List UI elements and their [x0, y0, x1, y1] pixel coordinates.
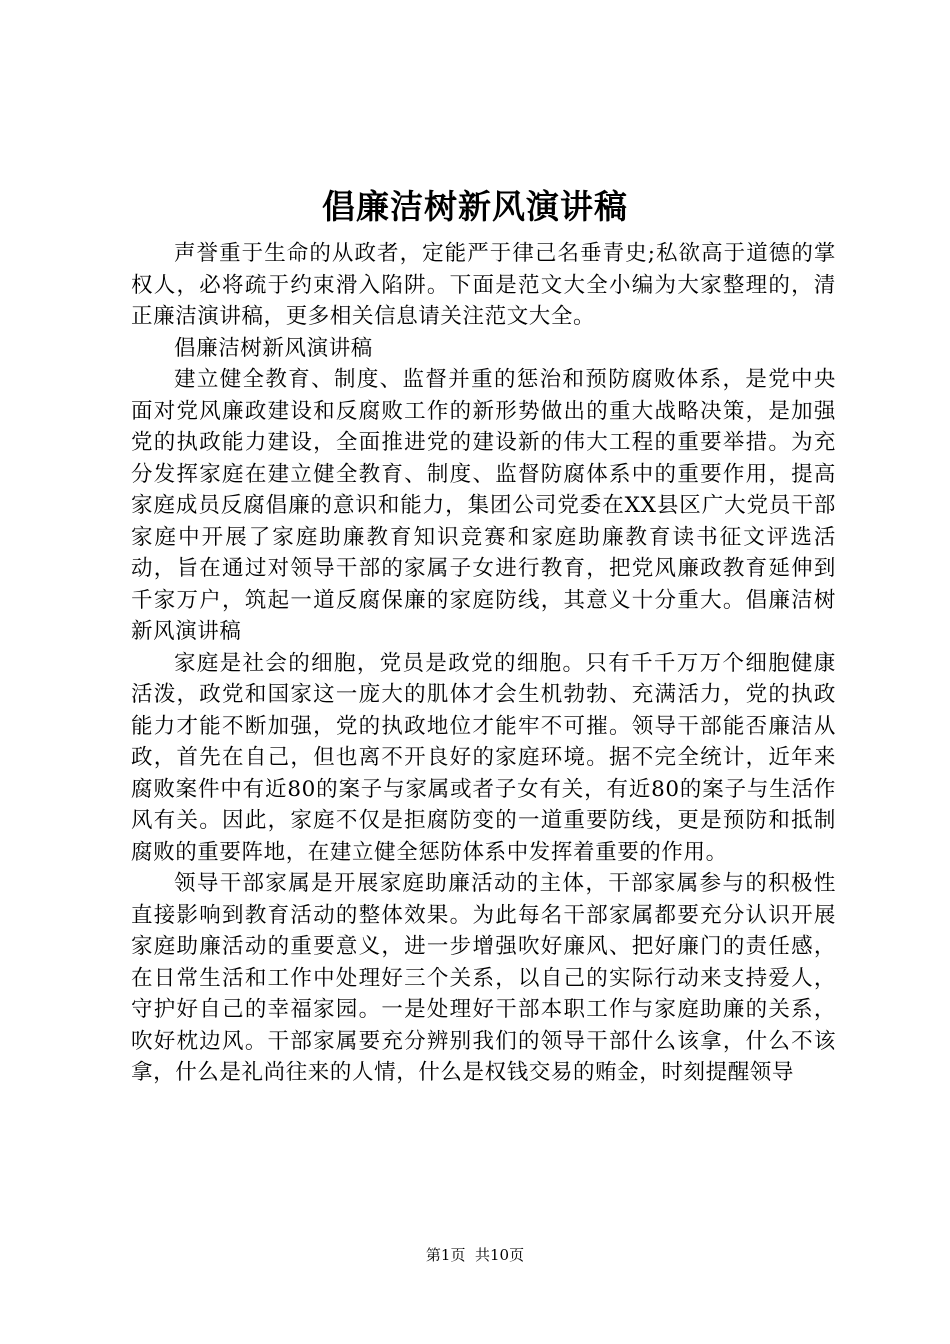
page-number: 第1页: [425, 1246, 466, 1264]
document-body: [131, 238, 836, 1089]
paragraph-3: 领导干部家属是开展家庭助廉活动的主体，干部家属参与的积极性直接影响到教育活动的整体效果。为此每名干部家属都要充分认识开展家庭助廉活动的重要意义，进一步增强吹好廉风、把好廉门的责任感，在日常生活和工作中处理好三个关系，以自己的实际行动来支持爱人，守护好自己的幸福家园。一是处理好干部本职工作与家庭助廉的关系，吹好枕边风。干部家属要充分辨别我们的领导干部什么该拿，什么不该拿，什么是礼尚往来的人情，什么是权钱交易的贿金，时刻提醒领导: [131, 871, 836, 1085]
page-footer: [0, 1245, 950, 1265]
paragraph-2: 家庭是社会的细胞，党员是政党的细胞。只有千千万万个细胞健康活泼，政党和国家这一庞大的肌体才会生机勃勃、充满活力，党的执政能力才能不断加强，党的执政地位才能牢不可摧。领导干部能否廉洁从政，首先在自己，但也离不开良好的家庭环境。据不完全统计，近年来腐败案件中有近80的案子与家属或者子女有关，有近80的案子与生活作风有关。因此，家庭不仅是拒腐防变的一道重要防线，更是预防和抵制腐败的重要阵地，在建立健全惩防体系中发挥着重要的作用。: [131, 650, 836, 865]
paragraph-1: 建立健全教育、制度、监督并重的惩治和预防腐败体系，是党中央面对党风廉政建设和反腐败工作的新形势做出的重大战略决策，是加强党的执政能力建设，全面推进党的建设新的伟大工程的重要举措。为充分发挥家庭在建立健全教育、制度、监督防腐体系中的重要作用，提高家庭成员反腐倡廉的意识和能力，集团公司党委在XX县区广大党员干部家庭中开展了家庭助廉教育知识竞赛和家庭助廉教育读书征文评选活动，旨在通过对领导干部的家属子女进行教育，把党风廉政教育延伸到千家万户，筑起一道反腐保廉的家庭防线，其意义十分重大。倡廉洁树新风演讲稿: [131, 367, 836, 644]
paragraph-subtitle: 倡廉洁树新风演讲稿: [174, 335, 373, 361]
paragraph-intro: 声誉重于生命的从政者，定能严于律己名垂青史;私欲高于道德的掌权人，必将疏于约束滑入陷阱。下面是范文大全小编为大家整理的，清正廉洁演讲稿，更多相关信息请关注范文大全。: [131, 241, 836, 329]
page-total: 共10页: [475, 1246, 525, 1264]
document-title: 倡廉洁树新风演讲稿: [322, 187, 628, 226]
